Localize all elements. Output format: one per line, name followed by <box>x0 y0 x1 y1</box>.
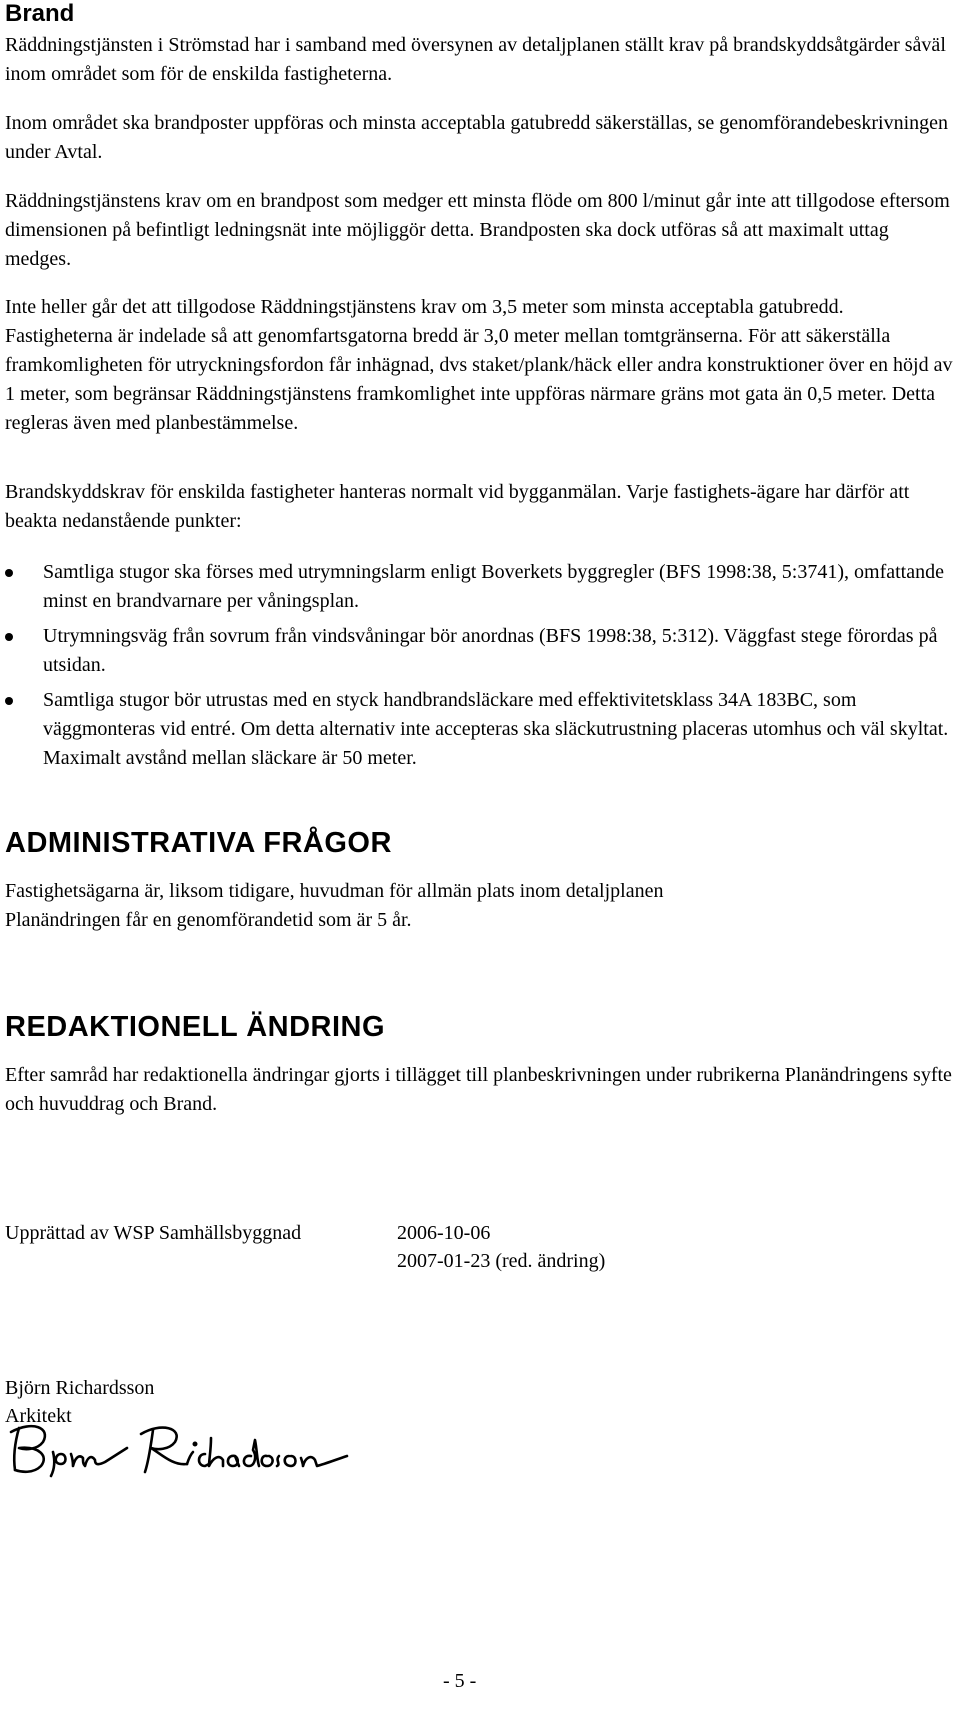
signatory-name: Björn Richardsson <box>5 1377 155 1399</box>
list-item <box>5 558 960 616</box>
brand-paragraph-1: Räddningstjänsten i Strömstad har i samband med översynen av detaljplanen ställt krav på brandskyddsåtgärder såväl inom området som för de enskilda fastigheterna. <box>5 34 946 85</box>
section-heading-brand: Brand <box>5 0 75 27</box>
list-item-text: Samtliga stugor bör utrustas med en styck handbrandsläckare med effektivitetsklass 34A 183BC, som väggmonteras vid entré. Om detta alternativ inte accepteras ska släckutrustning placeras utomhus och väl skyltat. Maximalt avstånd mellan släckare är 50 meter. <box>43 689 949 769</box>
date-revised: 2007-01-23 (red. ändring) <box>397 1250 606 1272</box>
list-item <box>5 622 960 680</box>
section-heading-administrativa: ADMINISTRATIVA FRÅGOR <box>5 827 392 859</box>
brand-paragraph-2: Inom området ska brandposter uppföras och minsta acceptabla gatubredd säkerställas, se genomförandebeskrivningen under Avtal. <box>5 112 949 163</box>
brand-requirements-list <box>5 558 955 779</box>
bullet-icon <box>5 569 13 577</box>
list-item-text: Samtliga stugor ska förses med utrymningslarm enligt Boverkets byggregler (BFS 1998:38, 5:3741), omfattande minst en brandvarnare per våningsplan. <box>43 561 944 612</box>
list-item <box>5 686 960 773</box>
list-item-text: Utrymningsväg från sovrum från vindsvåningar bör anordnas (BFS 1998:38, 5:312). Väggfast stege förordas på utsidan. <box>43 625 938 676</box>
redaktionell-paragraph: Efter samråd har redaktionella ändringar gjorts i tillägget till planbeskrivningen under rubrikerna Planändringens syfte och huvuddrag och Brand. <box>5 1064 952 1115</box>
page-number: - 5 - <box>443 1670 477 1692</box>
bullet-icon <box>5 697 13 705</box>
section-heading-redaktionell: REDAKTIONELL ÄNDRING <box>5 1011 386 1043</box>
brand-paragraph-3: Räddningstjänstens krav om en brandpost som medger ett minsta flöde om 800 l/minut går inte att tillgodose eftersom dimensionen på befintligt ledningsnät inte möjliggör detta. Brandposten ska dock utföras så att maximalt uttag medges. <box>5 190 950 270</box>
brand-paragraph-4: Inte heller går det att tillgodose Räddningstjänstens krav om 3,5 meter som minsta acceptabla gatubredd. Fastigheterna är indelade så att genomfartsgatorna bredd är 3,0 meter mellan tomtgränserna. För att säkerställa framkomligheten för utryckningsfordon får inhägnad, dvs staket/plank/häck eller andra konstruktioner över en höjd av 1 meter, som begränsar Räddningstjänstens framkomlighet inte uppföras närmare gräns mot gata än 0,5 meter. Detta regleras även med planbestämmelse. <box>5 296 953 434</box>
prepared-by: Upprättad av WSP Samhällsbyggnad <box>5 1222 302 1244</box>
bullet-icon <box>5 633 13 641</box>
signatory-title: Arkitekt <box>5 1405 72 1427</box>
admin-line-1: Fastighetsägarna är, liksom tidigare, huvudman för allmän plats inom detaljplanen <box>5 880 664 902</box>
date-original: 2006-10-06 <box>397 1222 491 1244</box>
brand-paragraph-5: Brandskyddskrav för enskilda fastigheter hanteras normalt vid bygganmälan. Varje fastighets-ägare har därför att beakta nedanstående punkter: <box>5 481 910 532</box>
admin-line-2: Planändringen får en genomförandetid som är 5 år. <box>5 909 412 931</box>
